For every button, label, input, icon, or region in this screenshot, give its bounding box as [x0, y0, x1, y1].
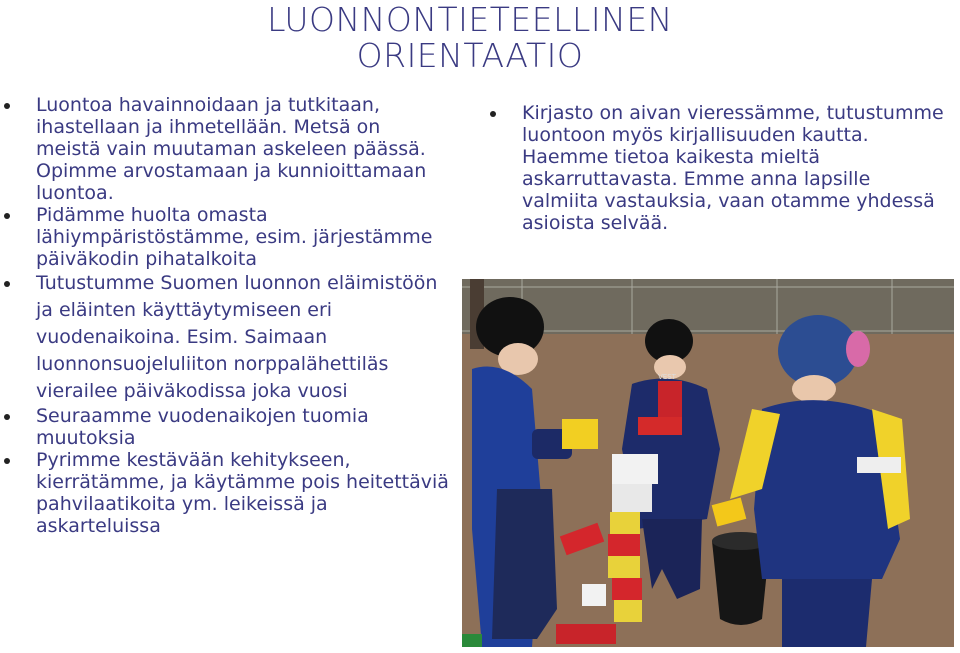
bullet-item: Seuraamme vuodenaikojen tuomia muutoksia [0, 405, 450, 449]
bullet-item: Pyrimme kestävään kehitykseen, kierrätämme, ja käytämme pois heitettäviä pahvilaatikoita ym. leikeissä ja askarteluissa [0, 449, 450, 537]
right-bullet-list [486, 102, 946, 234]
photo-illustration [462, 279, 954, 647]
bullet-item: Luontoa havainnoidaan ja tutkitaan, ihastellaan ja ihmetellään. Metsä on meistä vain muutaman askeleen päässä. Opimme arvostamaan ja kunnioittamaan luontoa. [0, 94, 450, 204]
title-line-1: LUONNONTIETEELLINEN [267, 0, 673, 39]
page-title [180, 2, 760, 74]
bullet-item: Pidämme huolta omasta lähiympäristöstämme, esim. järjestämme päiväkodin pihatalkoita [0, 204, 450, 270]
left-bullet-list [0, 94, 450, 537]
jacket-label: VEST [658, 373, 676, 381]
bullet-item: Kirjasto on aivan vieressämme, tutustumme luontoon myös kirjallisuuden kautta. Haemme tietoa kaikesta mieltä askarruttavasta. Emme anna lapsille valmiita vastauksia, vaan otamme yhdessä asioista selvää. [486, 102, 946, 234]
title-line-2: ORIENTAATIO [356, 36, 584, 75]
children-playing-photo [462, 279, 954, 647]
bullet-item: Tutustumme Suomen luonnon eläimistöön ja eläinten käyttäytymiseen eri vuodenaikoina. Esim. Saimaan luonnonsuojeluliiton norppalähettiläs vierailee päiväkodissa joka vuosi [0, 270, 450, 405]
